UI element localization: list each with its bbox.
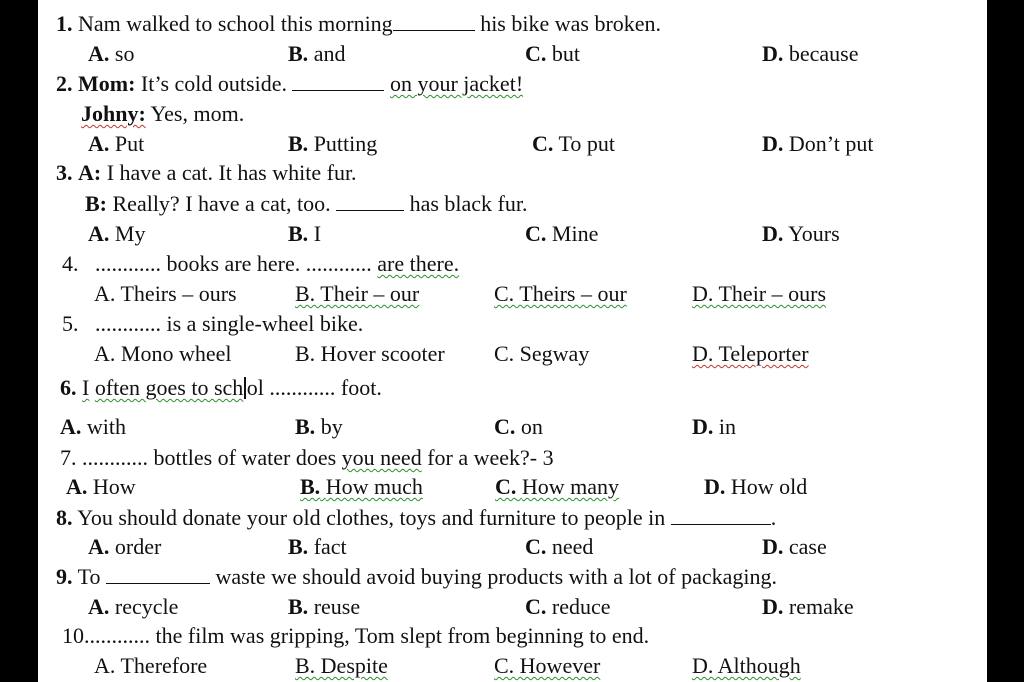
answer-blank <box>393 12 475 31</box>
worksheet-page <box>38 0 987 682</box>
option-d: D. remake <box>762 594 854 619</box>
option-a: A. Put <box>88 131 145 156</box>
answer-blank: ............ <box>84 623 150 648</box>
option-b: B. Their – our <box>295 281 420 306</box>
question-1 <box>56 11 661 37</box>
option-d: D. case <box>762 534 827 559</box>
question-8: 8. You should donate your old clothes, toys and furniture to people in . <box>56 505 777 530</box>
question-4: 4. ............ books are here. ............ are there. <box>62 251 460 276</box>
question-9: 9. To waste we should avoid buying products with a lot of packaging. <box>56 564 778 589</box>
option-c: C. To put <box>532 131 616 156</box>
option-d: D. Yours <box>762 221 840 246</box>
option-c: C. How many <box>495 474 620 499</box>
option-b: B. How much <box>300 474 423 499</box>
option-d: D. in <box>692 414 737 439</box>
question-number: 4. <box>62 251 79 276</box>
option-d: D. because <box>762 41 859 66</box>
option-c: C. Segway <box>494 341 590 366</box>
option-d: D. Don’t put <box>762 131 874 156</box>
option-a: A. My <box>88 221 146 246</box>
option-d: D. Although <box>692 653 801 678</box>
option-d: D. Their – ours <box>692 281 827 306</box>
question-3-line-b: B: Really? I have a cat, too. has black fur. <box>85 191 528 216</box>
option-c: C. reduce <box>525 594 611 619</box>
option-a: A. Theirs – ours <box>94 281 237 306</box>
option-c: C. on <box>494 414 543 439</box>
question-text: Nam walked to school this morning <box>78 11 393 36</box>
question-number: 10 <box>62 623 84 648</box>
answer-blank: ............ <box>269 375 336 400</box>
option-b: B. I <box>288 221 322 246</box>
question-number: 6. <box>60 375 77 400</box>
option-c: C. need <box>525 534 594 559</box>
text-cursor <box>244 377 246 399</box>
question-text: his bike was broken. <box>480 11 662 36</box>
answer-blank: ............ <box>82 445 148 470</box>
question-3: 3. A: I have a cat. It has white fur. <box>56 160 357 185</box>
answer-blank: ............ <box>305 251 372 276</box>
question-6: 6. I often goes to sch ol ............ foot. <box>60 375 382 400</box>
option-a: A. recycle <box>88 594 179 619</box>
answer-blank <box>292 72 384 91</box>
speaker-label: B: <box>85 191 107 216</box>
option-a: A. with <box>60 414 127 439</box>
option-a: A. How <box>66 474 136 499</box>
option-c: C. Theirs – our <box>494 281 627 306</box>
option-b: B. Putting <box>288 131 378 156</box>
option-d: D. How old <box>704 474 808 499</box>
question-10: 10............ the film was gripping, Tom slept from beginning to end. <box>62 623 650 648</box>
question-2: 2. Mom: It’s cold outside. on your jacket! <box>56 71 524 96</box>
answer-blank <box>671 506 771 525</box>
question-number: 5. <box>62 311 79 336</box>
speaker-label: A: <box>78 160 102 185</box>
answer-blank: ............ <box>95 311 161 336</box>
speaker-label: Johny: <box>81 101 146 126</box>
answer-blank <box>106 565 210 584</box>
question-number: 2. <box>56 71 73 96</box>
option-a: A. Mono wheel <box>94 341 232 366</box>
question-number: 7. <box>60 445 77 470</box>
question-number: 1. <box>56 11 73 36</box>
option-c: C. Mine <box>525 221 599 246</box>
option-b: B. reuse <box>288 594 361 619</box>
option-d: D. Teleporter <box>692 341 809 366</box>
answer-blank <box>336 192 404 211</box>
question-7: 7. ............ bottles of water does you need for a week?- 3 <box>60 445 554 470</box>
question-number: 8. <box>56 505 73 530</box>
question-2-reply: Johny: Yes, mom. <box>81 101 245 126</box>
option-b: B. fact <box>288 534 347 559</box>
option-a: A. so <box>88 41 135 66</box>
option-b: B. and <box>288 41 346 66</box>
option-c: C. but <box>525 41 581 66</box>
answer-blank: ............ <box>95 251 161 276</box>
question-5: 5. ............ is a single-wheel bike. <box>62 311 364 336</box>
option-b: B. Despite <box>295 653 388 678</box>
option-c: C. However <box>494 653 601 678</box>
option-a: A. order <box>88 534 162 559</box>
question-number: 3. <box>56 160 73 185</box>
option-a: A. Therefore <box>94 653 208 678</box>
question-number: 9. <box>56 564 73 589</box>
speaker-label: Mom: <box>78 71 136 96</box>
option-b: B. Hover scooter <box>295 341 445 366</box>
option-b: B. by <box>295 414 343 439</box>
